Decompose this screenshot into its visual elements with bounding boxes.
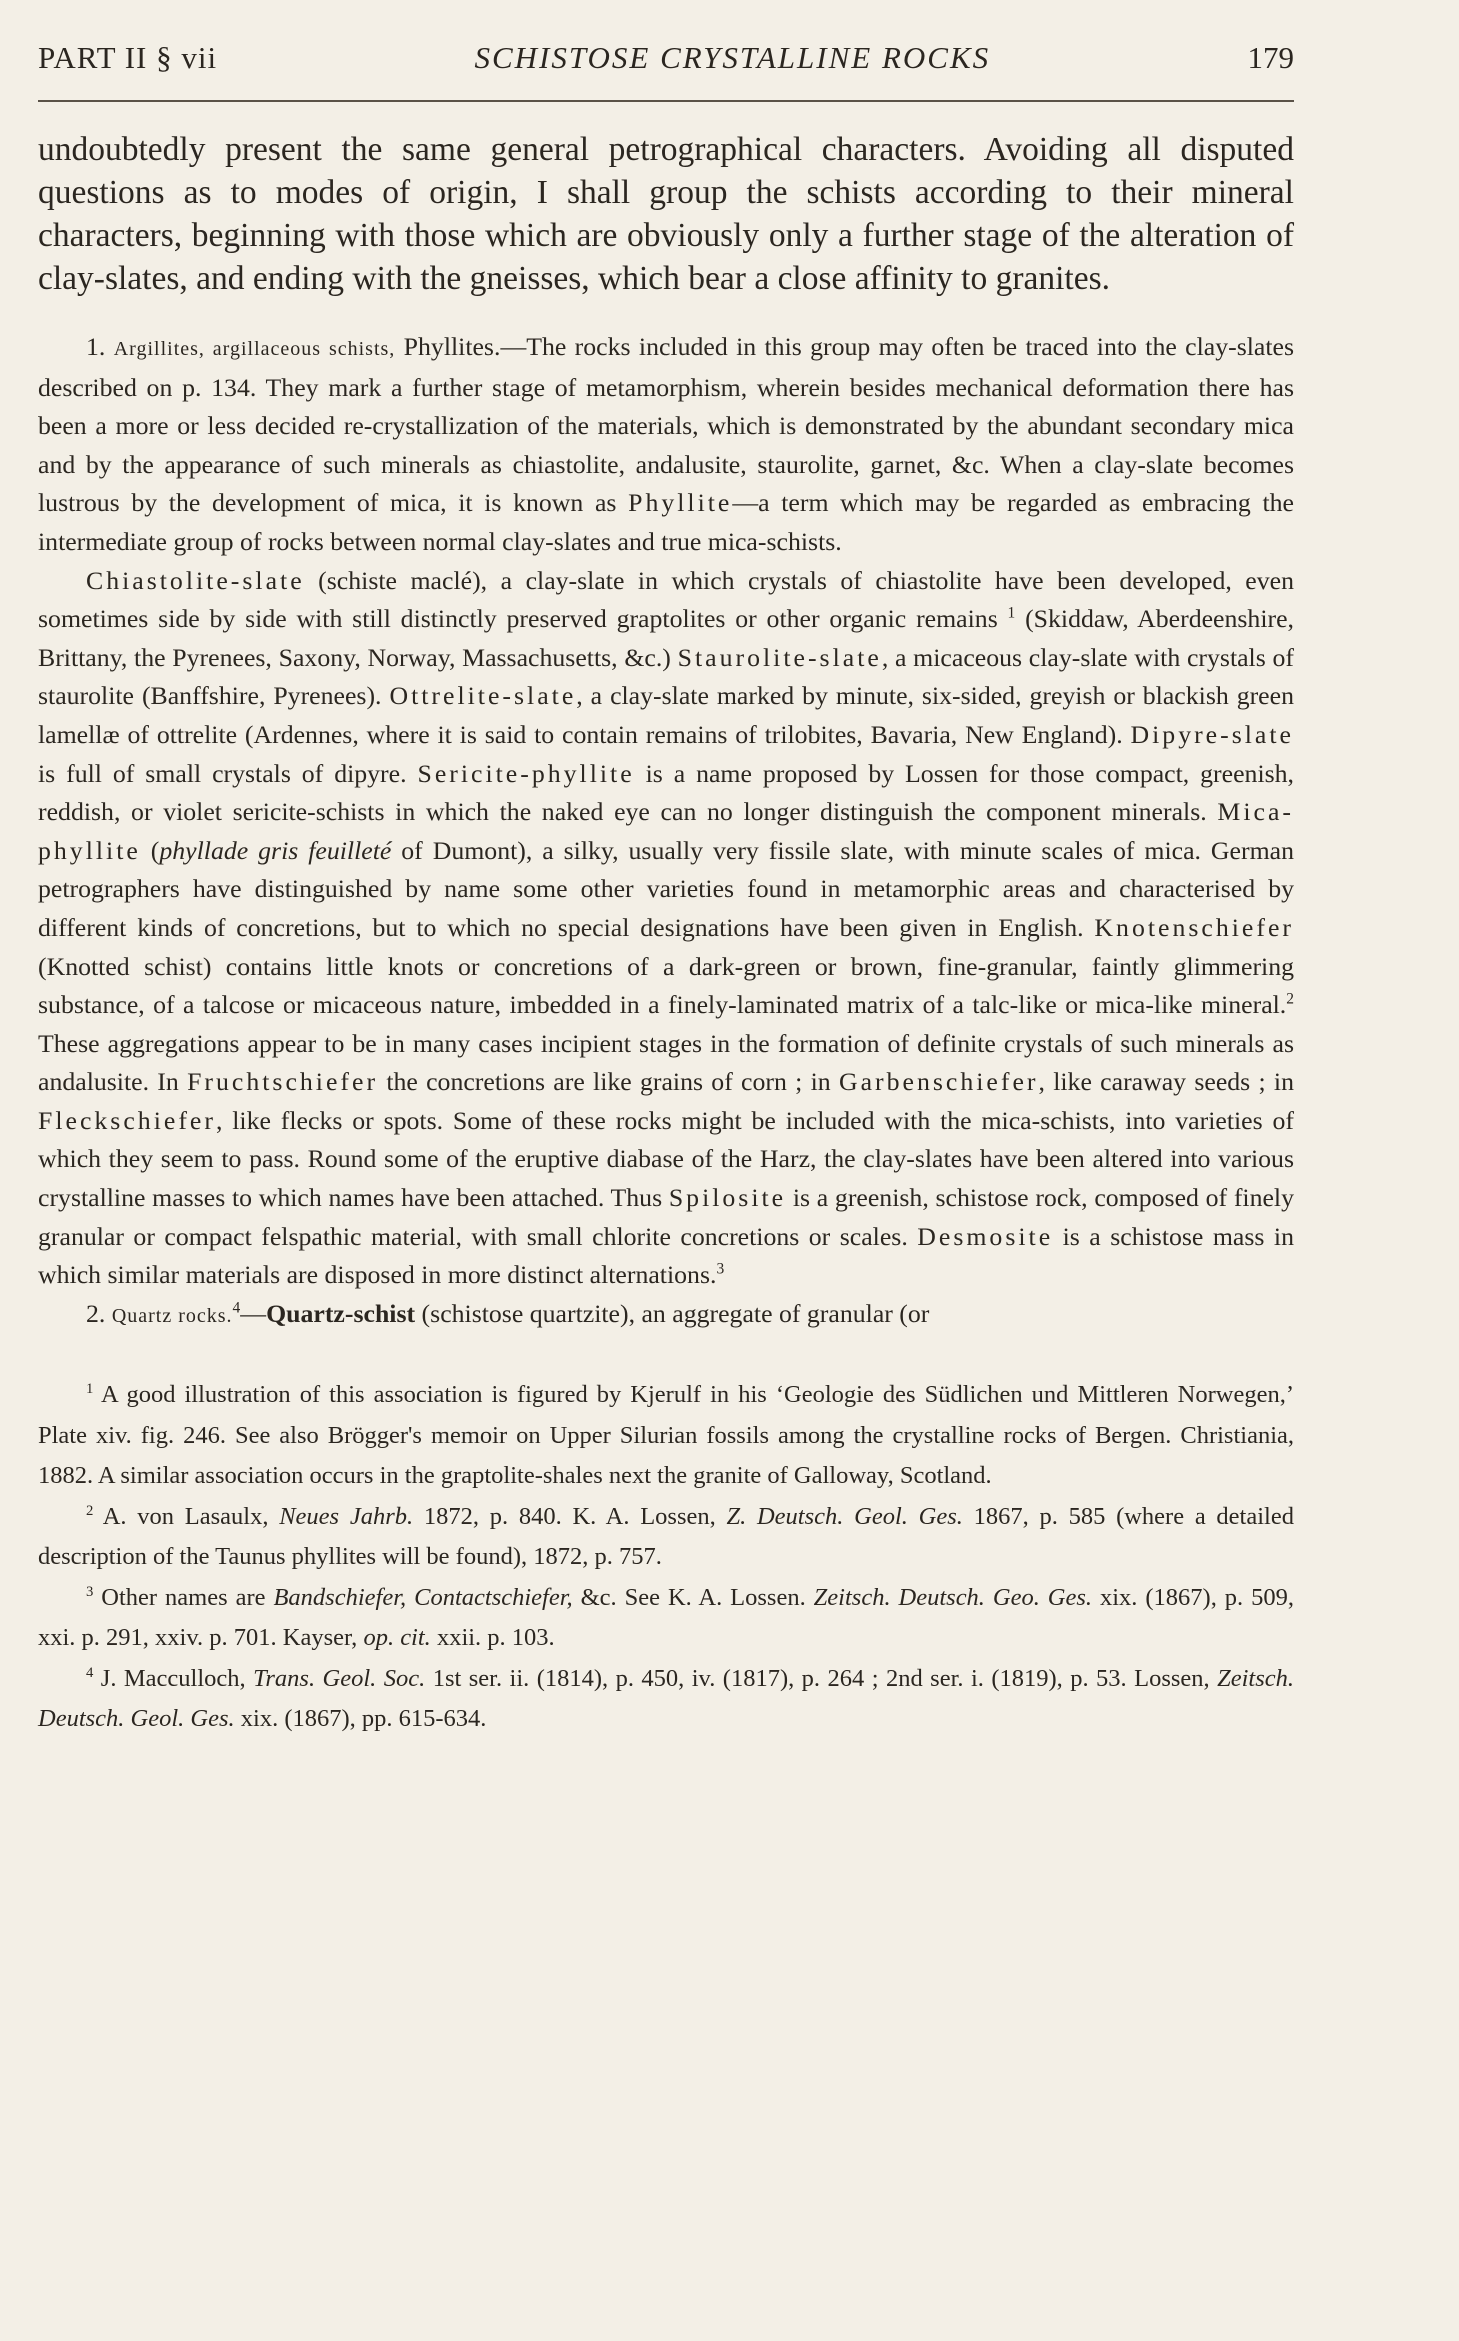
section-heading-phyllites: Phyllites. (403, 332, 501, 361)
footnote-citation: Z. Deutsch. Geol. Ges. (726, 1502, 963, 1530)
section-label: PART II § vii (38, 40, 218, 75)
term-spilosite: Spilosite (668, 1183, 787, 1213)
paragraph-text: (schistose quartzite), an aggregate of granular (or (415, 1298, 930, 1328)
footnote-marker: 4 (86, 1664, 94, 1681)
term-desmosite: Desmosite (917, 1221, 1054, 1251)
page-number: 179 (1247, 40, 1294, 75)
footnote-marker: 3 (86, 1583, 94, 1600)
paragraph-text: of Dumont), a silky, usually very fissile slate, with minute scales of mica. German petrographers have distinguished by name some other varieties found in metamorphic areas and characterised by different kinds of concretions, but to which no special designations have been given in English. (38, 835, 1294, 942)
footnote-text: A good illustration of this association is figured by Kjerulf in his ‘Geologie des Südlichen und Mittleren Norwegen,’ Plate xiv. fig. 246. See also Brögger's memoir on Upper Silurian fossils among the crystalline rocks of Bergen. Christiania, 1882. A similar association occurs in the graptolite-shales next the granite of Galloway, Scotland. (38, 1381, 1294, 1490)
paragraph-text: —a term which may be regarded as embracing the intermediate group of rocks between normal clay-slates and true mica-schists. (38, 488, 1294, 556)
term-sericite-phyllite: Sericite-phyllite (417, 758, 635, 788)
footnote-marker: 2 (86, 1502, 94, 1519)
intro-paragraph: undoubtedly present the same general petrographical characters. Avoiding all disputed questions as to modes of origin, I shall group the schists according to their mineral characters, beginning with those which are obviously only a further stage of the alteration of clay-slates, and ending with the gneisses, which bear a close affinity to granites. (38, 131, 1294, 297)
footnote-1 (38, 1375, 1294, 1497)
footnote-citation: Bandschiefer, Contactschiefer, (273, 1583, 573, 1611)
footnote-text: Other names are (93, 1583, 274, 1611)
term-phyllade: phyllade gris feuilleté (159, 835, 392, 865)
footnote-text: xxii. p. 103. (430, 1624, 555, 1652)
paragraph-text: (Skiddaw, Aberdeenshire, Brittany, the Pyrenees, Saxony, Norway, Massachusetts, &c.) (38, 604, 1294, 672)
section-number: 1. (86, 332, 106, 361)
paragraph-text: These aggregations appear to be in many cases incipient stages in the formation of definite crystals of such minerals as andalusite. In (38, 1028, 1294, 1097)
term-phyllite: Phyllite (628, 488, 733, 518)
running-title: SCHISTOSE CRYSTALLINE ROCKS (474, 40, 991, 75)
section-number: 2. (86, 1298, 106, 1328)
section-heading: Argillites, argillaceous schists, (113, 338, 396, 360)
footnote-4 (38, 1659, 1294, 1740)
term-fleckschiefer: Fleckschiefer (38, 1105, 216, 1135)
paragraph-text: (Knotted schist) contains little knots or concretions of a dark-green or brown, fine-granular, faintly glimmering substance, of a talcose or micaceous nature, imbedded in a finely-laminated matrix of a talc-like or mica-like mineral. (38, 951, 1294, 1020)
paragraph-text: is full of small crystals of dipyre. (38, 758, 418, 788)
term-chiastolite-slate: Chiastolite-slate (86, 565, 305, 595)
footnote-text: xix. (1867), pp. 615-634. (234, 1705, 487, 1733)
paragraph-text: , a micaceous clay-slate with crystals of staurolite (Banffshire, Pyrenees). (38, 642, 1294, 711)
footnote-text: J. Macculloch, (93, 1664, 254, 1692)
footnote-text: xix. (1867), p. 509, xxi. p. 291, xxiv. p. 701. Kayser, (38, 1583, 1294, 1652)
body-text (38, 328, 1294, 1335)
footnote-2 (38, 1497, 1294, 1578)
footnote-citation: Zeitsch. Deutsch. Geol. Ges. (38, 1664, 1295, 1733)
paragraph-text: is a name proposed by Lossen for those compact, greenish, reddish, or violet sericite-schists in which the naked eye can no longer distinguish the component minerals. (38, 758, 1294, 827)
paragraph-text: (schiste maclé), a clay-slate in which crystals of chiastolite have been developed, even sometimes side by side with still distinctly preserved graptolites or other organic remains (38, 565, 1294, 634)
footnote-citation: op. cit. (363, 1624, 431, 1652)
term-ottrelite-slate: Ottrelite-slate (389, 681, 577, 711)
paragraph-varieties (38, 562, 1294, 1295)
dash: — (240, 1298, 267, 1328)
term-dipyre-slate: Dipyre-slate (1130, 719, 1294, 749)
footnote-ref-2: 2 (1286, 990, 1294, 1008)
footnote-ref-3: 3 (716, 1260, 725, 1278)
term-knotenschiefer: Knotenschiefer (1094, 912, 1294, 942)
footnote-marker: 1 (86, 1381, 94, 1398)
footnotes (38, 1375, 1294, 1740)
footnote-text: 1872, p. 840. K. A. Lossen, (413, 1502, 727, 1530)
footnote-ref-1: 1 (1007, 604, 1016, 622)
term-garbenschiefer: Garbenschiefer (838, 1067, 1039, 1097)
paragraph-text: , like caraway seeds ; in (1038, 1067, 1294, 1097)
footnote-text: 1st ser. ii. (1814), p. 450, iv. (1817), p. 264 ; 2nd ser. i. (1819), p. 53. Lossen, (425, 1664, 1218, 1692)
paragraph-text: —The rocks included in this group may often be traced into the clay-slates described on p. 134. They mark a further stage of metamorphism, wherein besides mechanical deformation there has been a more or less decided re-crystallization of the materials, which is demonstrated by the abundant secondary mica and by the appearance of such minerals as chiastolite, andalusite, staurolite, garnet, &c. When a clay-slate becomes lustrous by the development of mica, it is known as (38, 332, 1295, 518)
footnote-text: 1867, p. 585 (where a detailed description of the Taunus phyllites will be found), 1872, p. 757. (38, 1502, 1294, 1571)
paragraph-text: is a greenish, schistose rock, composed of finely granular or compact felspathic material, with small chlorite concretions or scales. (38, 1183, 1294, 1251)
paragraph-text: ( (140, 835, 160, 865)
footnote-text: A. von Lasaulx, (93, 1502, 280, 1530)
footnote-3 (38, 1578, 1294, 1659)
paragraph-text: is a schistose mass in which similar materials are disposed in more distinct alternations. (38, 1221, 1294, 1290)
footnote-citation: Trans. Geol. Soc. (253, 1664, 426, 1692)
term-fruchtschiefer: Fruchtschiefer (187, 1067, 379, 1097)
section-heading: Quartz rocks. (111, 1304, 233, 1327)
paragraph-argillites (38, 328, 1294, 562)
paragraph-text: the concretions are like grains of corn ; in (378, 1067, 839, 1097)
term-staurolite-slate: Staurolite-slate (677, 642, 882, 672)
paragraph-quartz-rocks (38, 1295, 1294, 1336)
footnote-text: &c. See K. A. Lossen. (572, 1583, 814, 1611)
paragraph-text: , a clay-slate marked by minute, six-sided, greyish or blackish green lamellæ of ottrelite (Ardennes, where it is said to contain remains of trilobites, Bavaria, New England). (38, 681, 1294, 749)
paragraph-text: , like flecks or spots. Some of these rocks might be included with the mica-schists, into varieties of which they seem to pass. Round some of the eruptive diabase of the Harz, the clay-slates have been altered into various crystalline masses to which names have been attached. Thus (38, 1105, 1294, 1213)
header-rule (38, 100, 1294, 102)
term-mica-phyllite: Mica-phyllite (38, 797, 1294, 865)
footnote-citation: Zeitsch. Deutsch. Geo. Ges. (813, 1583, 1093, 1611)
term-quartz-schist: Quartz-schist (266, 1298, 416, 1328)
running-header (38, 40, 1294, 84)
footnote-ref-4: 4 (232, 1299, 241, 1317)
footnote-citation: Neues Jahrb. (279, 1502, 414, 1530)
